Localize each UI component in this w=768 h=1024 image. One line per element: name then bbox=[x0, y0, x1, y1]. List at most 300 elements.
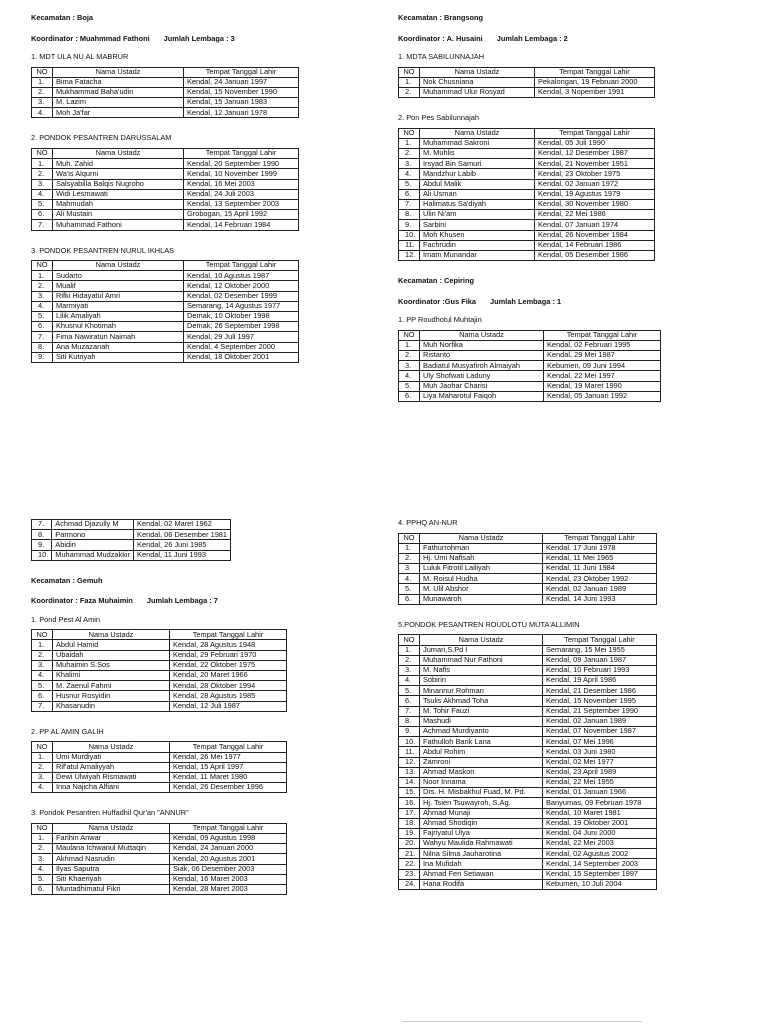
no-cell: 3. bbox=[32, 772, 53, 782]
no-cell: 5. bbox=[32, 199, 53, 209]
table-header-row bbox=[399, 128, 655, 138]
table-row bbox=[399, 665, 657, 675]
ttl-cell: Kendal, 22 Mei 1955 bbox=[543, 777, 657, 787]
table-row bbox=[399, 189, 655, 199]
no-cell: 10. bbox=[399, 230, 420, 240]
no-header: NO bbox=[32, 67, 53, 77]
institutions bbox=[398, 316, 738, 402]
table-row bbox=[399, 808, 657, 818]
table-row bbox=[399, 716, 657, 726]
name-cell: Siti Kutriyah bbox=[53, 352, 184, 362]
no-cell: 12. bbox=[399, 757, 420, 767]
name-header: Nama Ustadz bbox=[420, 330, 544, 340]
name-cell: Hj. Tsien Tsuwayroh, S.Ag. bbox=[420, 798, 543, 808]
name-cell: Mandzhur Labib bbox=[420, 169, 535, 179]
name-cell: Inna Najicha Alfiani bbox=[53, 783, 170, 793]
no-cell: 6. bbox=[399, 189, 420, 199]
table-row bbox=[399, 87, 655, 97]
table-row bbox=[399, 574, 657, 584]
name-cell: Mahmudah bbox=[53, 199, 184, 209]
no-cell: 2. bbox=[399, 149, 420, 159]
page-edge-divider bbox=[402, 1021, 642, 1022]
table-row bbox=[32, 301, 299, 311]
name-cell: Ali Mustain bbox=[53, 210, 184, 220]
ttl-cell: Kendal, 11 Juni 1984 bbox=[543, 564, 657, 574]
ttl-cell: Kendal, 21 Desember 1986 bbox=[543, 686, 657, 696]
no-cell: 1. bbox=[399, 340, 420, 350]
ttl-cell: Kendal, 20 September 1990 bbox=[184, 159, 299, 169]
table-header-row bbox=[399, 67, 655, 77]
table-row bbox=[32, 98, 299, 108]
no-cell: 5. bbox=[399, 179, 420, 189]
table-header-row bbox=[32, 67, 299, 77]
name-cell: Muhaimin S.Sos bbox=[53, 660, 170, 670]
no-header: NO bbox=[399, 635, 420, 645]
table-row bbox=[32, 342, 299, 352]
no-cell: 6. bbox=[399, 594, 420, 604]
name-cell: Muhammad Mudzakkir bbox=[52, 550, 134, 560]
name-cell: Khalimi bbox=[53, 671, 170, 681]
no-cell: 6. bbox=[399, 391, 420, 401]
no-cell: 6. bbox=[32, 322, 53, 332]
table-row bbox=[399, 645, 657, 655]
table-row bbox=[399, 361, 661, 371]
no-cell: 5. bbox=[399, 686, 420, 696]
no-cell: 6. bbox=[32, 210, 53, 220]
ttl-cell: Kendal, 20 Maret 1966 bbox=[170, 671, 287, 681]
table-row bbox=[32, 311, 299, 321]
institution-block bbox=[31, 134, 361, 230]
ttl-header: Tempat Tanggal Lahir bbox=[170, 630, 287, 640]
table-row bbox=[399, 199, 655, 209]
no-cell: 21. bbox=[399, 849, 420, 859]
name-cell: Widi Lesmawati bbox=[53, 189, 184, 199]
no-header: NO bbox=[32, 742, 53, 752]
ttl-cell: Kendal, 29 Mei 1987 bbox=[544, 350, 661, 360]
ttl-cell: Kendal, 15 November 1990 bbox=[184, 87, 299, 97]
institution-title: 1. PP Roudhotul Muhtajin bbox=[398, 315, 482, 325]
ttl-cell: Kendal, 26 Mei 1977 bbox=[170, 752, 287, 762]
name-header: Nama Ustadz bbox=[53, 823, 170, 833]
table-row bbox=[399, 138, 655, 148]
institution-block bbox=[31, 728, 361, 793]
ttl-cell: Kendal, 20 Agustus 2001 bbox=[170, 854, 287, 864]
table-row bbox=[399, 706, 657, 716]
table-row bbox=[399, 371, 661, 381]
table-row bbox=[399, 350, 661, 360]
table-row bbox=[399, 230, 655, 240]
no-cell: 7. bbox=[32, 520, 52, 530]
no-cell: 2. bbox=[399, 350, 420, 360]
no-cell: 2. bbox=[399, 553, 420, 563]
name-cell: Khasanudin bbox=[53, 701, 170, 711]
no-cell: 1. bbox=[399, 543, 420, 553]
no-cell: 7. bbox=[399, 199, 420, 209]
ttl-cell: Kendal, 06 Desember 1981 bbox=[134, 530, 231, 540]
name-cell: M. Ulil Abshor bbox=[420, 584, 543, 594]
jumlah-lembaga: Jumlah Lembaga : 2 bbox=[496, 33, 568, 43]
no-cell: 3. bbox=[399, 564, 420, 574]
table-row bbox=[399, 594, 657, 604]
table-row bbox=[32, 87, 299, 97]
ttl-cell: Kendal, 3 Nopember 1991 bbox=[535, 87, 655, 97]
name-header: Nama Ustadz bbox=[53, 630, 170, 640]
ttl-cell: Kendal, 02 Maret 1962 bbox=[134, 520, 231, 530]
table-row bbox=[399, 553, 657, 563]
no-cell: 9. bbox=[399, 220, 420, 230]
no-cell: 3. bbox=[32, 179, 53, 189]
no-cell: 4. bbox=[399, 574, 420, 584]
jumlah-lembaga: Jumlah Lembaga : 1 bbox=[490, 296, 562, 306]
name-cell: Ina Mufidah bbox=[420, 859, 543, 869]
table-row bbox=[32, 660, 287, 670]
name-cell: M. Zaenul Fahmi bbox=[53, 681, 170, 691]
ttl-cell: Kendal, 19 April 1986 bbox=[543, 676, 657, 686]
no-cell: 11. bbox=[399, 240, 420, 250]
table-row bbox=[399, 655, 657, 665]
table-row bbox=[32, 691, 287, 701]
no-cell: 6. bbox=[32, 884, 53, 894]
institution-block bbox=[398, 316, 738, 402]
no-cell: 4. bbox=[32, 189, 53, 199]
name-cell: M. Lazim bbox=[53, 98, 184, 108]
name-cell: Salsyabilla Balqis Nugroho bbox=[53, 179, 184, 189]
name-cell: Parmono bbox=[52, 530, 134, 540]
ttl-cell: Kendal, 14 Februari 1986 bbox=[535, 240, 655, 250]
name-header: Nama Ustadz bbox=[420, 533, 543, 543]
name-cell: Muhammad Fathoni bbox=[53, 220, 184, 230]
name-cell: Muh Jaohar Charisi bbox=[420, 381, 544, 391]
name-header: Nama Ustadz bbox=[420, 635, 543, 645]
table-row bbox=[399, 798, 657, 808]
name-cell: Tsulis Akhmad Toha bbox=[420, 696, 543, 706]
table-row bbox=[32, 540, 231, 550]
name-header: Nama Ustadz bbox=[53, 67, 184, 77]
name-cell: Fima Nawiratun Naimah bbox=[53, 332, 184, 342]
no-cell: 17. bbox=[399, 808, 420, 818]
ttl-header: Tempat Tanggal Lahir bbox=[544, 330, 661, 340]
no-cell: 3. bbox=[399, 665, 420, 675]
table-row bbox=[399, 340, 661, 350]
name-cell: Irsyad Bin Samuri bbox=[420, 159, 535, 169]
no-cell: 4. bbox=[32, 864, 53, 874]
name-cell: Sudarto bbox=[53, 271, 184, 281]
ttl-cell: Grobogan, 15 April 1992 bbox=[184, 210, 299, 220]
name-cell: Ali Usman bbox=[420, 189, 535, 199]
ttl-cell: Kendal, 12 Januari 1978 bbox=[184, 108, 299, 118]
ttl-header: Tempat Tanggal Lahir bbox=[184, 67, 299, 77]
table-row bbox=[32, 220, 299, 230]
name-cell: Wa'is Alqurni bbox=[53, 169, 184, 179]
koordinator-line bbox=[31, 597, 361, 606]
name-cell: Maulana Ichwanul Muttaqin bbox=[53, 844, 170, 854]
no-header: NO bbox=[32, 823, 53, 833]
name-cell: Muhammad Sakroni bbox=[420, 138, 535, 148]
name-cell: Bima Fatacha bbox=[53, 77, 184, 87]
ttl-header: Tempat Tanggal Lahir bbox=[170, 823, 287, 833]
no-cell: 7. bbox=[32, 701, 53, 711]
name-cell: Mualif bbox=[53, 281, 184, 291]
ttl-cell: Kendal, 15 Januari 1983 bbox=[184, 98, 299, 108]
ttl-cell: Kendal, 15 November 1995 bbox=[543, 696, 657, 706]
no-cell: 8. bbox=[399, 716, 420, 726]
ttl-cell: Kendal, 17 Juni 1978 bbox=[543, 543, 657, 553]
table-row bbox=[399, 543, 657, 553]
name-cell: Abdul Hamid bbox=[53, 640, 170, 650]
no-header: NO bbox=[399, 533, 420, 543]
no-cell: 1. bbox=[32, 640, 53, 650]
name-cell: Akhmad Nasrudin bbox=[53, 854, 170, 864]
ttl-header: Tempat Tanggal Lahir bbox=[543, 635, 657, 645]
name-header: Nama Ustadz bbox=[53, 149, 184, 159]
no-cell: 12. bbox=[399, 250, 420, 260]
ttl-cell: Kendal, 29 Februari 1970 bbox=[170, 650, 287, 660]
ustadz-table bbox=[31, 519, 231, 561]
name-cell: Mashudi bbox=[420, 716, 543, 726]
name-cell: Fathurrohman bbox=[420, 543, 543, 553]
table-row bbox=[32, 520, 231, 530]
table-row bbox=[32, 762, 287, 772]
table-row bbox=[399, 839, 657, 849]
name-cell: Drs. H. Misbakhul Fuad, M. Pd. bbox=[420, 788, 543, 798]
table-row bbox=[399, 179, 655, 189]
name-cell: Ilyas Saputra bbox=[53, 864, 170, 874]
name-cell: Moh Khusen bbox=[420, 230, 535, 240]
no-cell: 8. bbox=[32, 530, 52, 540]
name-cell: Halimatus Sa'diyah bbox=[420, 199, 535, 209]
no-cell: 9. bbox=[32, 540, 52, 550]
table-row bbox=[32, 844, 287, 854]
ttl-cell: Siak, 06 Desember 2003 bbox=[170, 864, 287, 874]
name-cell: Moh Ja'far bbox=[53, 108, 184, 118]
no-cell: 4. bbox=[32, 108, 53, 118]
table-row bbox=[399, 584, 657, 594]
ustadz-table bbox=[398, 128, 655, 261]
ttl-cell: Kebumen, 10 Juli 2004 bbox=[543, 879, 657, 889]
table-row bbox=[399, 381, 661, 391]
no-cell: 11. bbox=[399, 747, 420, 757]
ttl-cell: Kendal, 23 Oktober 1992 bbox=[543, 574, 657, 584]
ttl-cell: Demak, 26 September 1998 bbox=[184, 322, 299, 332]
name-cell: Hana Rodifa bbox=[420, 879, 543, 889]
ttl-cell: Kendal, 18 Oktober 2001 bbox=[184, 352, 299, 362]
ttl-cell: Kendal, 24 Juli 2003 bbox=[184, 189, 299, 199]
name-cell: Ana Muzazanah bbox=[53, 342, 184, 352]
table-row bbox=[399, 149, 655, 159]
name-cell: Abdul Rohim bbox=[420, 747, 543, 757]
name-cell: Achmad Murdiyanto bbox=[420, 727, 543, 737]
name-cell: Muh. Zahid bbox=[53, 159, 184, 169]
name-cell: Muh Norfika bbox=[420, 340, 544, 350]
ttl-cell: Semarang, 14 Agustus 1977 bbox=[184, 301, 299, 311]
name-cell: Ahmad Munaji bbox=[420, 808, 543, 818]
no-header: NO bbox=[399, 330, 420, 340]
ttl-cell: Kendal, 12 Oktober 2000 bbox=[184, 281, 299, 291]
table-row bbox=[32, 199, 299, 209]
table-row bbox=[32, 352, 299, 362]
jumlah-lembaga: Jumlah Lembaga : 7 bbox=[146, 596, 218, 606]
name-header: Nama Ustadz bbox=[53, 261, 184, 271]
table-row bbox=[399, 828, 657, 838]
ustadz-table bbox=[31, 148, 299, 231]
institution-title: 2. PONDOK PESANTREN DARUSSALAM bbox=[31, 133, 172, 143]
ttl-cell: Kendal, 26 Juni 1985 bbox=[134, 540, 231, 550]
ustadz-table bbox=[31, 67, 299, 119]
no-cell: 3. bbox=[32, 291, 53, 301]
koordinator-line bbox=[398, 35, 738, 44]
no-cell: 5. bbox=[32, 681, 53, 691]
name-cell: Fajriyatul Ulya bbox=[420, 828, 543, 838]
no-cell: 1. bbox=[399, 138, 420, 148]
no-cell: 4. bbox=[399, 169, 420, 179]
institution-block bbox=[398, 53, 738, 98]
no-cell: 6. bbox=[32, 691, 53, 701]
ttl-cell: Kendal, 26 Desember 1996 bbox=[170, 783, 287, 793]
table-row bbox=[32, 701, 287, 711]
section-brangsong bbox=[398, 14, 738, 418]
no-cell: 2. bbox=[32, 87, 53, 97]
ustadz-table bbox=[398, 533, 657, 605]
ttl-cell: Kendal, 10 Februari 1993 bbox=[543, 665, 657, 675]
ttl-cell: Kendal, 09 Januari 1987 bbox=[543, 655, 657, 665]
name-cell: Badiatul Musyafiroh Almaiyah bbox=[420, 361, 544, 371]
section-boja bbox=[31, 14, 361, 379]
ttl-cell: Kendal, 19 Maret 1990 bbox=[544, 381, 661, 391]
ttl-cell: Kendal, 19 Oktober 2001 bbox=[543, 818, 657, 828]
no-cell: 7. bbox=[32, 220, 53, 230]
no-cell: 1. bbox=[32, 77, 53, 87]
table-row bbox=[32, 833, 287, 843]
kecamatan-heading: Kecamatan : Boja bbox=[31, 13, 94, 22]
no-cell: 10. bbox=[32, 550, 52, 560]
ttl-cell: Kendal, 26 November 1984 bbox=[535, 230, 655, 240]
institution-title: 2. Pon Pes Sabilunnajah bbox=[398, 113, 479, 123]
table-row bbox=[399, 220, 655, 230]
table-row bbox=[32, 271, 299, 281]
name-cell: Zamroni bbox=[420, 757, 543, 767]
ttl-cell: Kendal, 14 Juni 1993 bbox=[543, 594, 657, 604]
institution-block bbox=[398, 621, 738, 890]
table-row bbox=[32, 640, 287, 650]
ttl-cell: Kendal, 05 Juli 1990 bbox=[535, 138, 655, 148]
koordinator-label: Koordinator : A. Husaini bbox=[398, 33, 483, 43]
no-cell: 19. bbox=[399, 828, 420, 838]
ttl-cell: Kendal, 13 September 2003 bbox=[184, 199, 299, 209]
ttl-cell: Banyumas, 09 Februari 1978 bbox=[543, 798, 657, 808]
name-cell: Imam Munandar bbox=[420, 250, 535, 260]
name-cell: Noor Innama bbox=[420, 777, 543, 787]
ttl-cell: Kendal, 22 Mei 1997 bbox=[544, 371, 661, 381]
table-header-row bbox=[32, 742, 287, 752]
table-row bbox=[32, 550, 231, 560]
ttl-header: Tempat Tanggal Lahir bbox=[535, 67, 655, 77]
ustadz-table bbox=[398, 67, 655, 99]
no-cell: 14. bbox=[399, 777, 420, 787]
no-cell: 8. bbox=[32, 342, 53, 352]
no-cell: 3. bbox=[32, 98, 53, 108]
name-cell: Rifki Hidayatul Amri bbox=[53, 291, 184, 301]
name-cell: Nilna Silma Jauharotina bbox=[420, 849, 543, 859]
ustadz-table bbox=[398, 330, 661, 402]
institution-block bbox=[31, 809, 361, 895]
table-row bbox=[32, 752, 287, 762]
name-cell: Lilik Amaliyah bbox=[53, 311, 184, 321]
no-cell: 13. bbox=[399, 767, 420, 777]
table-row bbox=[32, 169, 299, 179]
name-cell: M. Tohir Fauzi bbox=[420, 706, 543, 716]
table-row bbox=[399, 788, 657, 798]
no-cell: 7. bbox=[399, 706, 420, 716]
table-row bbox=[32, 854, 287, 864]
no-cell: 3. bbox=[32, 854, 53, 864]
ttl-cell: Kendal, 23 April 1989 bbox=[543, 767, 657, 777]
ttl-cell: Kendal, 28 Agustus 1985 bbox=[170, 691, 287, 701]
institution-title: 4. PPHQ AN-NUR bbox=[398, 518, 458, 527]
table-row bbox=[32, 650, 287, 660]
name-cell: Ahmad Feri Setiawan bbox=[420, 869, 543, 879]
ttl-cell: Kendal, 02 Januari 1989 bbox=[543, 584, 657, 594]
institution-block bbox=[31, 616, 361, 712]
no-cell: 9. bbox=[399, 727, 420, 737]
koordinator-label: Koordinator :Gus Fika bbox=[398, 296, 477, 306]
table-row bbox=[32, 884, 287, 894]
ustadz-table bbox=[398, 634, 657, 890]
no-cell: 2. bbox=[32, 169, 53, 179]
no-cell: 6. bbox=[399, 696, 420, 706]
institution-title: 1. Pond Pest Al Amin bbox=[31, 614, 101, 624]
institution-block bbox=[31, 247, 361, 363]
ttl-header: Tempat Tanggal Lahir bbox=[184, 261, 299, 271]
table-row bbox=[32, 108, 299, 118]
ttl-cell: Kendal, 07 November 1987 bbox=[543, 727, 657, 737]
name-cell: Fachrudin bbox=[420, 240, 535, 250]
ttl-cell: Kendal, 28 Oktober 1994 bbox=[170, 681, 287, 691]
ttl-cell: Kendal, 21 November 1951 bbox=[535, 159, 655, 169]
name-cell: Jumari,S.Pd I bbox=[420, 645, 543, 655]
table-row bbox=[399, 849, 657, 859]
name-cell: Hj. Umi Nafisah bbox=[420, 553, 543, 563]
ttl-cell: Kendal, 4 September 2000 bbox=[184, 342, 299, 352]
no-cell: 1. bbox=[32, 833, 53, 843]
page-two-left bbox=[31, 519, 361, 911]
ttl-cell: Kendal, 24 Januari 1997 bbox=[184, 77, 299, 87]
name-cell: Husnur Rosyidin bbox=[53, 691, 170, 701]
ttl-cell: Kendal, 07 Januari 1974 bbox=[535, 220, 655, 230]
no-cell: 1. bbox=[32, 159, 53, 169]
no-cell: 24. bbox=[399, 879, 420, 889]
name-cell: Siti Khaeriyah bbox=[53, 874, 170, 884]
table-row bbox=[399, 159, 655, 169]
ttl-cell: Kendal, 23 Oktober 1975 bbox=[535, 169, 655, 179]
ttl-cell: Kendal, 28 Agustus 1948 bbox=[170, 640, 287, 650]
table-header-row bbox=[32, 630, 287, 640]
table-row bbox=[32, 864, 287, 874]
name-cell: Liya Maharotul Faiqoh bbox=[420, 391, 544, 401]
ttl-cell: Kendal, 12 Juli 1987 bbox=[170, 701, 287, 711]
name-cell: Muntadhimatul Fikri bbox=[53, 884, 170, 894]
no-cell: 5. bbox=[32, 874, 53, 884]
ttl-cell: Kendal, 10 Agustus 1987 bbox=[184, 271, 299, 281]
no-cell: 23. bbox=[399, 869, 420, 879]
name-cell: Farihin Anwar bbox=[53, 833, 170, 843]
table-row bbox=[399, 859, 657, 869]
ttl-cell: Kendal, 04 Juni 2000 bbox=[543, 828, 657, 838]
ttl-cell: Kendal, 05 Januari 1992 bbox=[544, 391, 661, 401]
name-cell: Abidin bbox=[52, 540, 134, 550]
table-row bbox=[32, 281, 299, 291]
ttl-cell: Kendal, 16 Mei 2003 bbox=[184, 179, 299, 189]
ttl-cell: Kendal, 14 September 2003 bbox=[543, 859, 657, 869]
